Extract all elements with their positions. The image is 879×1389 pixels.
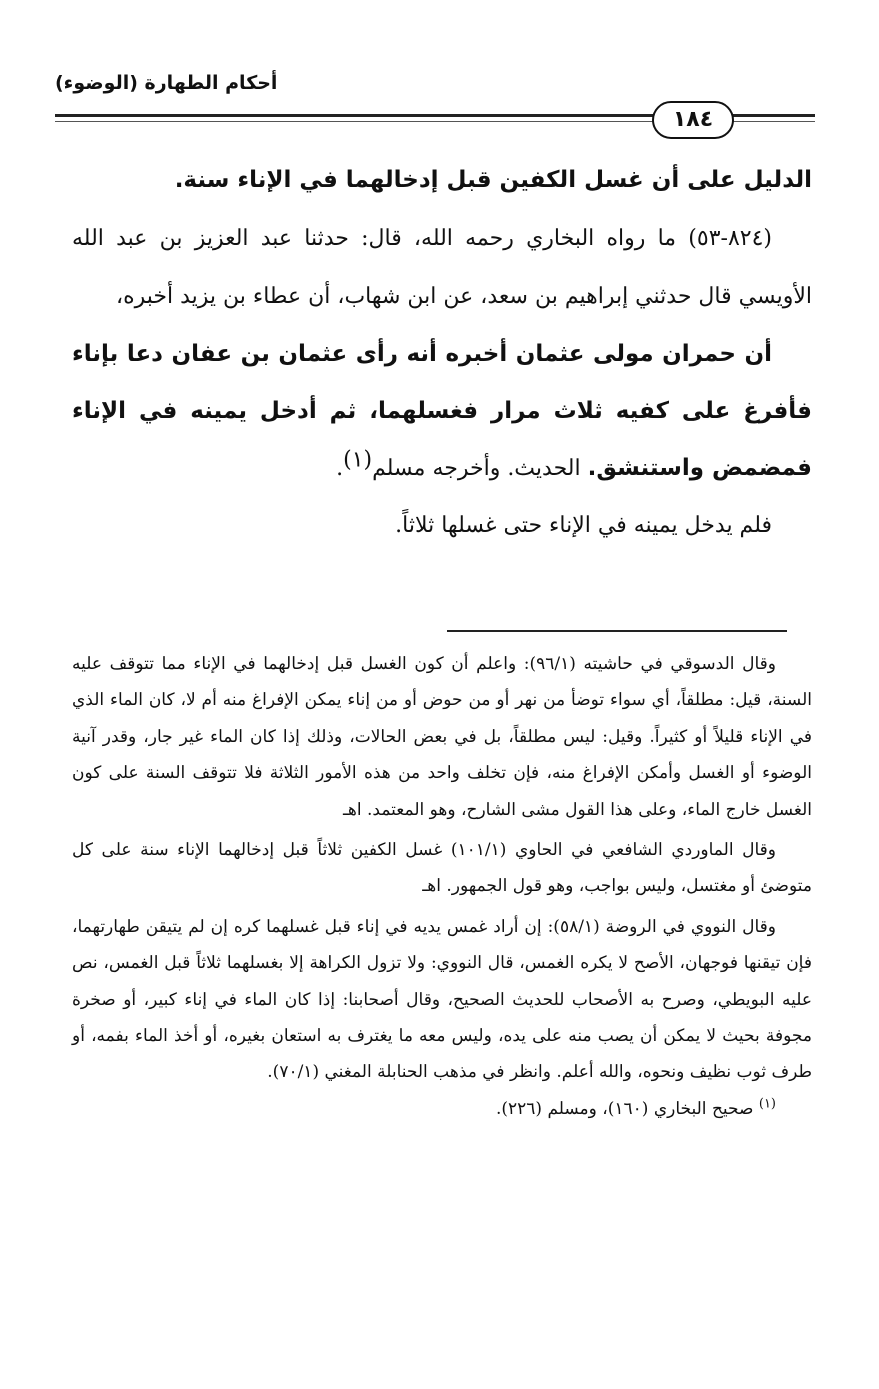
hadith-text: أن حمران مولى عثمان أخبره أنه رأى عثمان بن عفان دعا بإناء فأفرغ على كفيه ثلاث مرار فغسلهما، ثم أدخل يمينه في الإناء فمضمض واستنشق. [72,341,812,481]
page-number: ١٨٤ [652,101,734,139]
main-text [72,150,812,555]
narration-paragraph: (٨٢٤-٥٣) ما رواه البخاري رحمه الله، قال: حدثنا عبد العزيز بن عبد الله الأويسي قال حدثني إبراهيم بن سعد، عن ابن شهاب، أن عطاء بن يزيد أخبره، [72,226,812,309]
hadith-tail: الحديث. وأخرجه مسلم [372,456,588,481]
notes-section [72,646,812,1127]
hadith-end: . [336,456,344,481]
note-nawawi: وقال النووي في الروضة (٥٨/١): إن أراد غمس يديه في إناء قبل غسلهما كره إن لم يتيقن طهارتهما، فإن تيقنها فوجهان، الأصح لا يكره الغمس، قال النووي: ولا تزول الكراهة إلا بغسلهما ثلاثاً قبل الغمس، نص عليه البويطي، وصرح به الأصحاب للحديث الصحيح، وقال أصحابنا: إذا كان الماء في إناء كبير، أو صخرة مجوفة بحيث لا يمكن أن يصب منه على يده، وليس معه ما يغترف به استعان بغيره، أو أخذ الماء بفمه، أو طرف ثوب نظيف ونحوه، والله أعلم. وانظر في مذهب الحنابلة المغني (٧٠/١). [72,916,812,1083]
note-mawardi: وقال الماوردي الشافعي في الحاوي (١٠١/١) غسل الكفين ثلاثاً قبل إدخالهما الإناء سنة على كل متوضئ أو مغتسل، وليس بواجب، وهو قول الجمهور. اهـ [72,840,812,897]
conclusion-paragraph: فلم يدخل يمينه في الإناء حتى غسلها ثلاثاً. [395,513,772,538]
section-heading: الدليل على أن غسل الكفين قبل إدخالهما في الإناء سنة. [174,167,812,193]
running-title: أحكام الطهارة (الوضوء) [55,72,278,94]
footnote-reference: (١) [343,447,373,473]
footnote-text: صحيح البخاري (١٦٠)، ومسلم (٢٢٦). [495,1098,759,1119]
hadith-paragraph [72,326,812,497]
footnote-divider [447,630,787,632]
footnote-mark: (١) [758,1096,776,1112]
note-dasuqi: وقال الدسوقي في حاشيته (٩٦/١): واعلم أن كون الغسل قبل إدخالهما في الإناء مما تتوقف عليه السنة، قيل: مطلقاً، أي سواء توضأ من نهر أو من حوض أو من إناء يمكن الإفراغ منه أم لا، كان الماء الذي في الإناء قليلاً أو كثيراً. وقيل: ليس مطلقاً، بل في بعض الحالات، وذلك إذا كان الماء غير جار، وقدر آنية الوضوء أو الغسل وأمكن الإفراغ منه، فإن تخلف واحد من هذه الأمور الثلاثة فلا تتوقف السنة على كون الغسل خارج الماء، وعلى هذا القول مشى الشارح، وهو المعتمد. اهـ [72,654,812,820]
footnote-1 [72,1091,812,1127]
